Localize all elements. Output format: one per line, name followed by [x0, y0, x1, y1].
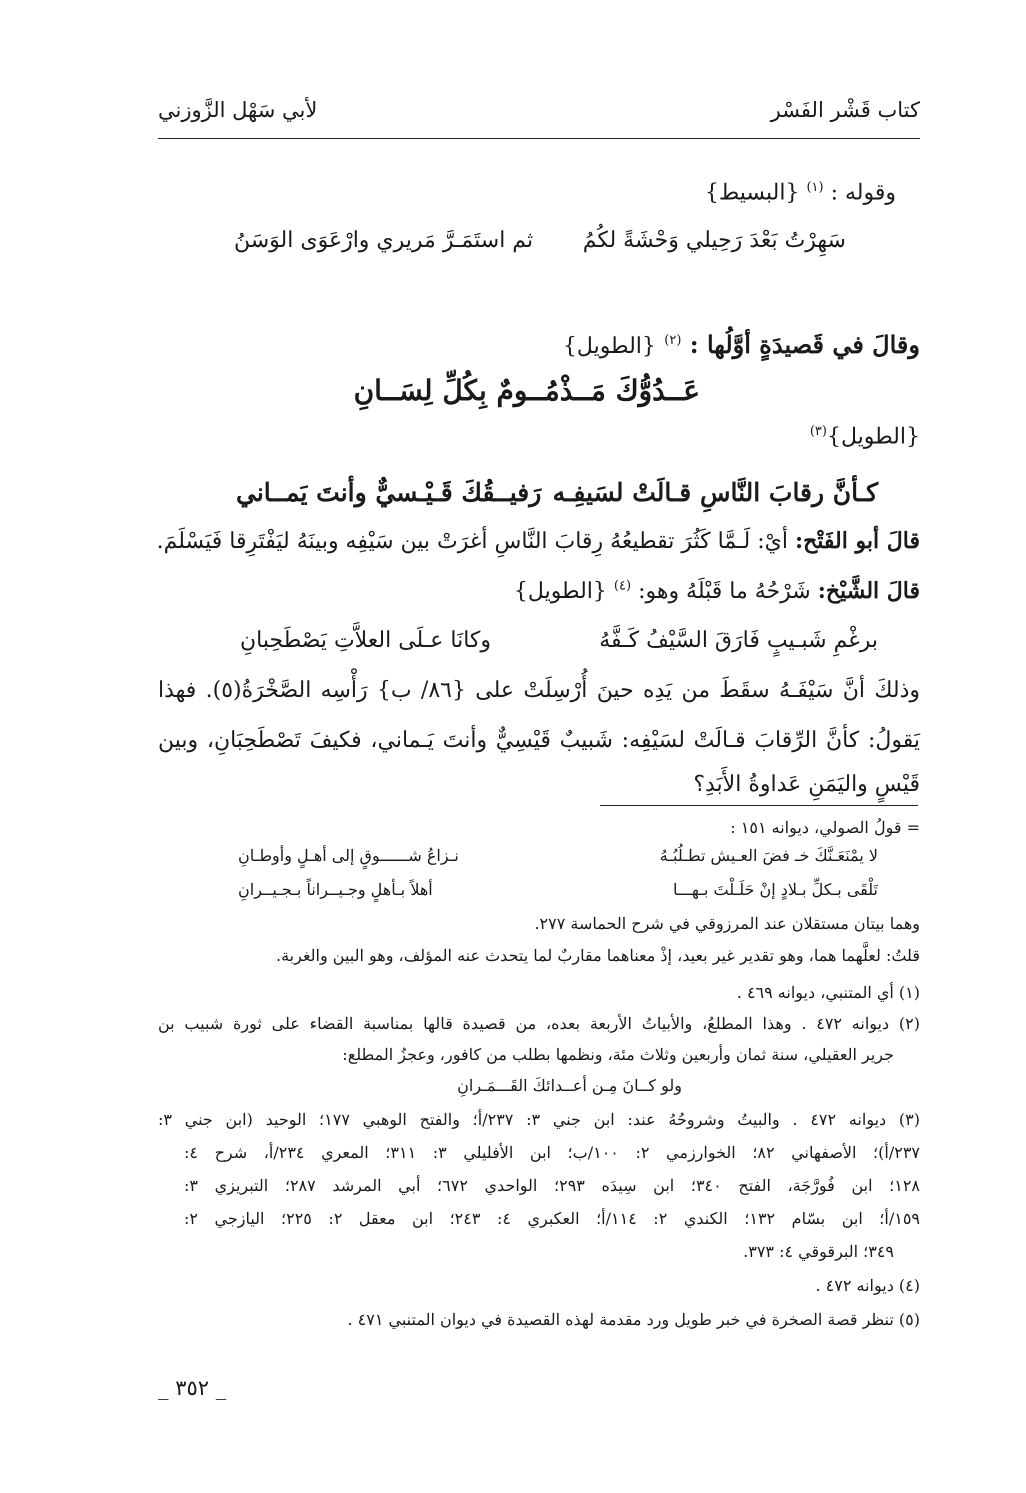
verse-hemistich-first: برغْمِ شَبـيبٍ فَارَقَ السَّيْفُ كَـفَّهُ: [599, 628, 878, 653]
footnote-ref: (٣): [809, 424, 827, 439]
verse-hemistich-second: رَفيــقُكَ قَـيْـسيٌّ وأنتَ يَمــاني: [236, 478, 542, 507]
footnote-5: (٥) تنظر قصة الصخرة في خبر طويل ورد مقدمة لهذه القصيدة في ديوان المتنبي ٤٧١ .: [347, 1310, 920, 1329]
commentary-shaykh: [514, 578, 920, 604]
speaker-label: قالَ أبو الفَتْح:: [794, 528, 920, 554]
footnote-3-line: ٣٤٩؛ البرقوقي ٤: ٣٧٣.: [743, 1242, 894, 1261]
running-header: [158, 98, 920, 138]
meter-label: {الطويل}: [513, 579, 607, 604]
book-title: كتاب قَشْر الفَسْر: [770, 98, 920, 122]
section2-heading: [563, 330, 920, 359]
commentary-line: قَيْسٍ واليَمَنِ عَداوةُ الأَبَدِ؟: [693, 772, 920, 797]
commentary-abu-alfath: [158, 528, 920, 554]
footnote-2-line: (٢) ديوانه ٤٧٢ . وهذا المطلعُ، والأبياتُ الأربعة بعده، من قصيدة قالها بمناسبة القضاء على ثورة شبيب بن: [158, 1014, 920, 1033]
meter-line: [810, 424, 920, 449]
verse-hemistich-second: ثم استَمَـرَّ مَريري وارْعَوَى الوَسَنُ: [234, 228, 534, 253]
author-name: لأبي سَهْل الزَّوزني: [158, 98, 318, 122]
page-number: _ ٣٥٢ _: [158, 1376, 227, 1400]
continuation-marker: =: [906, 818, 920, 837]
verse-hemistich-first: كـأنَّ رقابَ النَّاسِ قـالَتْ لسَيفِـه: [552, 478, 878, 507]
intro-text: وقوله :: [830, 180, 896, 206]
verse-hemistich-second: أهلاً بـأهلٍ وجـيــراناً بـجـيــرانِ: [238, 880, 433, 899]
footnote-3-line: ١٥٩/أ؛ ابن بسّام ١٣٢؛ الكندي ٢: ١١٤/أ؛ العكبري ٤: ٢٤٣؛ ابن معقل ٢: ٢٢٥؛ اليازجي ٢:: [184, 1209, 921, 1228]
header-rule: [158, 138, 920, 139]
footnote-4: (٤) ديوانه ٤٧٢ .: [815, 1276, 920, 1295]
footnote-ref: (٤): [613, 578, 632, 594]
poem-opening-line: عَــدُوُّكَ مَــذْمُــومٌ بِكُلِّ لِسَــانِ: [353, 374, 700, 407]
meter-label: {الطويل}: [826, 424, 920, 450]
verse-line: [240, 628, 878, 668]
commentary-line: وذلكَ أنَّ سَيْفَـهُ سقَطَ من يَدِه حينَ أُرْسِلَتْ على {٨٦/ ب} رَأْسِه الصَّخْرَةُ(٥). فهذا: [158, 678, 920, 703]
footnote-3-line: ١٢٨؛ ابن فُورَّجَة، الفتح ٣٤٠؛ ابن سِيدَه ٢٩٣؛ الواحدي ٦٧٢؛ أبي المرشد ٢٨٧؛ التبريزي ٣:: [184, 1176, 921, 1195]
footnote-3-line: (٣) ديوانه ٤٧٢ . والبيتُ وشروحُهُ عند: ابن جني ٣: ٢٣٧/أ؛ والفتح الوهبي ١٧٧؛ الوحيد (ابن جني ٣:: [158, 1110, 920, 1129]
footnote-line: قلتُ: لعلَّهما هما، وهو تقدير غير بعيد، إذْ معناهما مقاربٌ لما يتحدث عنه المؤلف، وهو البين والغربة.: [276, 946, 920, 965]
footnote-separator: [600, 805, 918, 806]
footnote-2-verse: ولو كــانَ مِـن أعــدائكَ القَـــمَـرانِ: [457, 1076, 682, 1095]
footnote-ref: (١): [806, 180, 824, 195]
footnote-1: (١) أي المتنبي، ديوانه ٤٦٩ .: [736, 983, 920, 1002]
commentary-text: شَرْحُهُ ما قَبْلَهُ وهو:: [638, 579, 811, 604]
footnote-continued-intro: [730, 818, 920, 837]
footnote-ref: (٢): [664, 333, 682, 348]
footnote-line: وهما بيتان مستقلان عند المرزوقي في شرح الحماسة ٢٧٧.: [534, 914, 920, 933]
meter-label: {الطويل}: [562, 334, 656, 359]
footnote-text: قولُ الصولي، ديوانه ١٥١ :: [730, 818, 902, 837]
verse-hemistich-first: سَهِرْتُ بَعْدَ رَحِيلي وَحْشَةً لكُمُ: [582, 228, 846, 253]
heading-text: وقالَ في قَصيدَةٍ أوَّلُها :: [689, 330, 920, 359]
verse-line: [236, 478, 878, 518]
footnote-2-line: جرير العقيلي، سنة ثمان وأربعين وثلاث مئة، ونظمها بطلب من كافور، وعجزُ المطلع:: [342, 1045, 894, 1064]
verse-hemistich-first: تَلْقَى بـكلِّ بـلادٍ إنْ حَلَـلْتَ بـهـــا: [672, 880, 878, 899]
meter-label: {البسيط}: [704, 180, 800, 206]
verse-line: [234, 228, 846, 268]
verse-hemistich-first: لا يمْنَعَـنَّكَ خـ فضَ العـيش تطـلُبُـهُ: [659, 846, 878, 865]
section1-intro: [705, 180, 896, 205]
commentary-line: يَقولُ: كأنَّ الرِّقابَ قـالَتْ لسَيْفِه: شَبيبٌ قَيْسِيٌّ وأنتَ يَـماني، فكيفَ تَصْطَحِبَانِ، وبين: [158, 728, 920, 753]
commentary-text: أيْ: لَـمَّا كَثُرَ تقطيعُهُ رِقابَ النَّاسِ أغرَتْ بين سَيْفِه وبينَهُ ليَفْتَرِقا فَيَسْلَمَ.: [156, 529, 788, 554]
speaker-label: قالَ الشَّيْخ:: [817, 578, 920, 604]
verse-hemistich-second: نـزاعُ شــــــوقٍ إلى أهـلٍ وأوطـانِ: [238, 846, 459, 865]
verse-hemistich-second: وكانَا عـلَى العلاَّتِ يَصْطَحِبانِ: [240, 628, 492, 653]
footnote-3-line: ٢٣٧/أ)؛ الأصفهاني ٨٢؛ الخوارزمي ٢: ١٠٠/ب؛ ابن الأفليلي ٣: ٣١١؛ المعري ٢٣٤/أ، شرح ٤:: [184, 1143, 921, 1162]
